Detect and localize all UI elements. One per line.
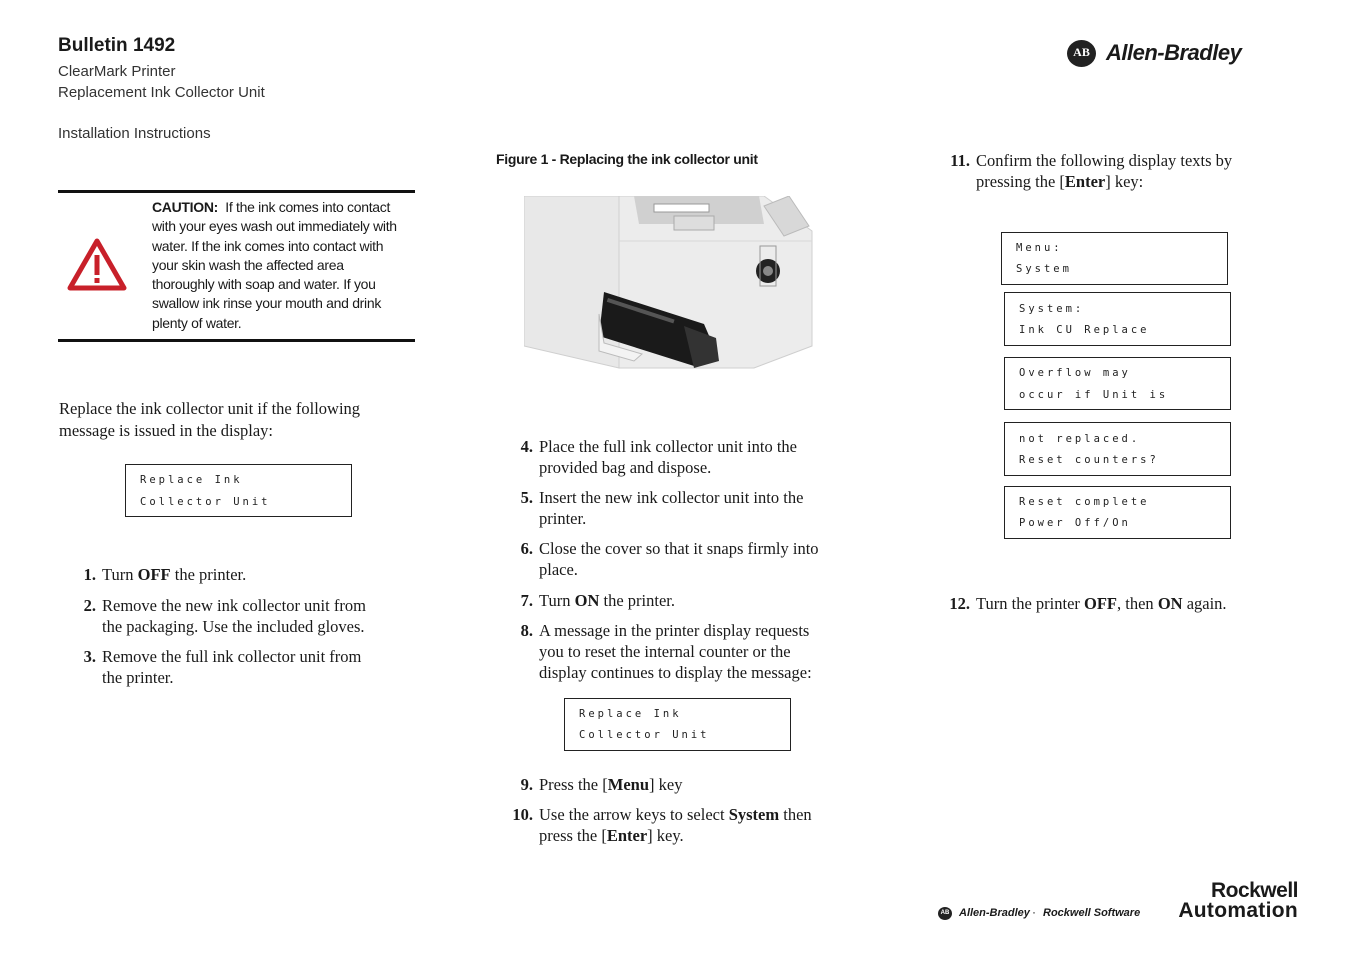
caution-text [152,198,407,333]
display-line: Reset complete [1019,496,1150,508]
display-line: System: [1019,303,1085,315]
rockwell-logo-line2: Automation [1178,899,1298,922]
display-reset-counters [1004,422,1231,476]
footer-separator: · [1032,905,1036,919]
display-line: Ink CU Replace [1019,324,1150,336]
intro-text: Replace the ink collector unit if the following message is issued in the display: [59,399,361,440]
display-line: Collector Unit [579,729,710,741]
document-type: Installation Instructions [58,125,211,142]
display-message-replace [125,464,352,517]
display-reset-complete [1004,486,1231,539]
display-overflow [1004,357,1231,410]
display-line: System [1016,263,1072,275]
warning-triangle-icon [67,237,127,293]
product-description: Replacement Ink Collector Unit [58,84,265,101]
display-line: Menu: [1016,242,1063,254]
display-line: Collector Unit [140,496,271,508]
rockwell-logo-line1: Rockwell [1210,879,1298,902]
display-line: Replace Ink [579,708,682,720]
display-line: occur if Unit is [1019,389,1169,401]
printer-illustration [524,196,814,372]
allen-bradley-logo-text: Allen-Bradley [1106,40,1242,65]
display-system-ink-cu [1004,292,1231,346]
product-name: ClearMark Printer [58,63,176,80]
footer-ab-icon: AB [938,907,952,920]
footer-allen-bradley: Allen-Bradley [959,907,1030,919]
display-message-replace-2 [564,698,791,751]
caution-body: If the ink comes into contact with your eyes wash out immediately with water. If the ink comes into contact with your skin wash the affected area thoroughly with soap and water. If you swallow ink rinse your mouth and drink plenty of water. [152,199,397,331]
allen-bradley-logo-icon: AB [1067,40,1096,67]
display-line: Overflow may [1019,367,1131,379]
display-line: Reset counters? [1019,454,1159,466]
figure-caption: Figure 1 - Replacing the ink collector unit [496,151,758,167]
footer-rockwell-software: Rockwell Software [1043,907,1141,919]
display-line: Power Off/On [1019,517,1131,529]
caution-box [58,190,415,342]
display-line: Replace Ink [140,474,243,486]
document-title: Bulletin 1492 [58,35,176,56]
display-line: not replaced. [1019,433,1141,445]
caution-label: CAUTION: [152,199,219,215]
display-menu-system [1001,232,1228,285]
